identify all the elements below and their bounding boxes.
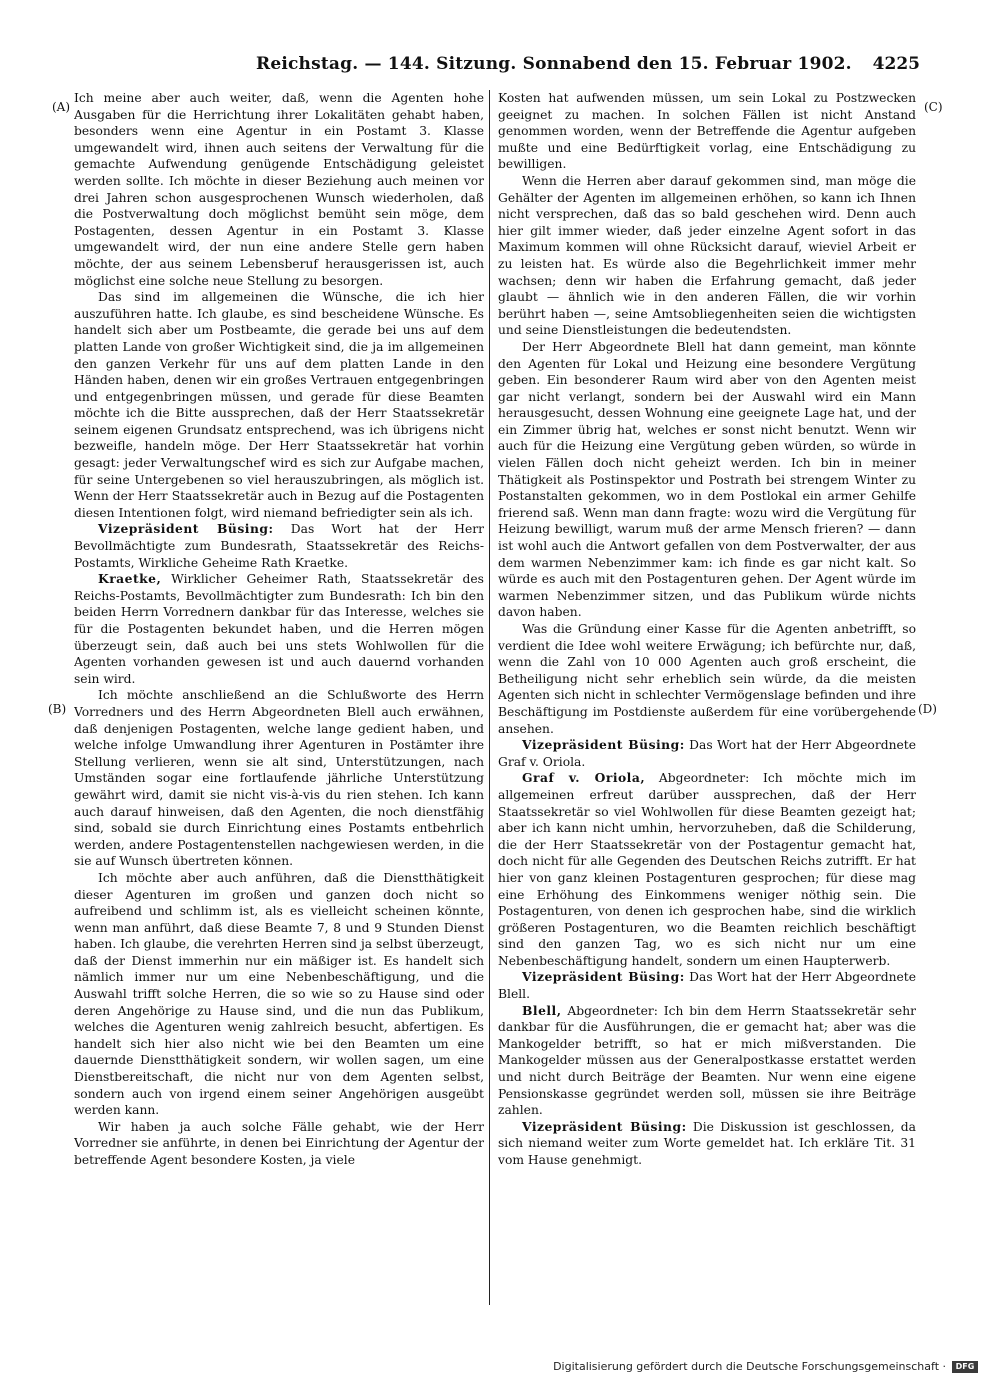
paragraph: Was die Gründung einer Kasse für die Agenten anbetrifft, so verdient die Idee wohl weitere Erwägung; ich befürchte nur, daß, wenn die Zahl von 10 000 Agenten auch groß erscheint, die Betheiligung nicht sehr erheblich sein würde, da die meisten Agenten sich nicht in schlechter Vermögenslage befinden und ihre Beschäftigung im Postdienste außerdem für eine vorübergehende ansehen. (498, 622, 916, 736)
dfg-logo-icon: DFG (952, 1361, 978, 1373)
page-footer (553, 1360, 978, 1373)
margin-marker-b: (B) (48, 702, 67, 716)
speaker-paragraph (74, 571, 484, 687)
speaker-name: Vizepräsident Büsing: (522, 969, 685, 985)
speech-text: Die Diskussion ist geschlossen, da sich niemand weiter zum Worte gemeldet hat. Ich erkläre Tit. 31 vom Hause genehmigt. (498, 1119, 916, 1167)
speaker-name: Graf v. Oriola, (522, 770, 646, 786)
page-number: 4225 (872, 54, 920, 74)
paragraph: Ich meine aber auch weiter, daß, wenn die Agenten hohe Ausgaben für die Herrichtung ihrer Lokalitäten gehabt haben, besonders wenn eine Agentur in ein Postamt 3. Klasse umgewandelt wird, ihnen auch seitens der Verwaltung für die gemachte Aufwendung genügende Entschädigung geleistet werden sollte. Ich möchte in dieser Beziehung auch meinen vor drei Jahren schon ausgesprochenen Wunsch wiederholen, daß die Postverwaltung doch möglichst bemüht sein möge, dem Postagenten, dessen Agentur in ein Postamt 3. Klasse umgewandelt wird, der nun eine andere Stelle gern haben möchte, der aus seinem Lebensberuf herausgerissen ist, auch möglichst eine solche neue Stellung zu besorgen. (74, 91, 484, 288)
speech-text: Abgeordneter: Ich möchte mich im allgemeinen erfreut darüber aussprechen, daß der Herr Staatssekretär so viel Wohlwollen für diese Beamten gezeigt hat; aber ich kann nicht umhin, hervorzuheben, daß die Schilderung, die der Herr Staatssekretär von der Postagentur gemacht hat, doch nicht für alle Gegenden des Deutschen Reichs zutrifft. Er hat hier von ganz kleinen Postagenturen gesprochen; für diese mag eine Erhöhung des Einkommens weniger nöthig sein. Die Postagenturen, von denen ich gesprochen habe, sind die wirklich größeren Postagenturen, wo die Beamten reichlich beschäftigt sind den ganzen Tag, wo es sich nicht nur um eine Nebenbeschäftigung handelt, sondern um einen Haupterwerb. (498, 771, 916, 968)
speaker-name: Vizepräsident Büsing: (522, 737, 685, 753)
paragraph: Ich möchte aber auch anführen, daß die Dienstthätigkeit dieser Agenturen im großen und ganzen doch nicht so aufreibend und schlimm ist, als es vielleicht scheinen könnte, wenn man anführt, daß diese Beamte 7, 8 und 9 Stunden Dienst haben. Ich glaube, die verehrten Herren sind ja selbst überzeugt, daß der Dienst immerhin nur ein mäßiger ist. Es handelt sich nämlich immer nur um eine Nebenbeschäftigung, und die Auswahl trifft solche Herren, die so wie so zu Hause sind oder deren Angehörige zu Hause sind, und die nun das Publikum, welches die Agenturen wenig zahlreich besucht, abfertigen. Es handelt sich hier also nicht wie bei den Beamten um eine dauernde Dienstthätigkeit sondern, wir wollen sagen, um eine Dienstbereitschaft, die nicht nur von dem Agenten selbst, sondern auch von irgend einem seiner Angehörigen ausgeübt werden kann. (74, 870, 484, 1118)
speech-text: Das Wort hat der Herr Bevollmächtigte zum Bundesrath, Staatssekretär des Reichs-Postamts, Wirkliche Geheime Rath Kraetke. (74, 522, 484, 570)
speaker-paragraph (498, 770, 916, 969)
speaker-paragraph (498, 969, 916, 1002)
paragraph: Das sind im allgemeinen die Wünsche, die ich hier auszuführen hatte. Ich glaube, es sind bescheidene Wünsche. Es handelt sich aber um Postbeamte, die gerade bei uns auf dem platten Lande von großer Wichtigkeit sind, die ja im allgemeinen den ganzen Verkehr für uns auf dem platten Lande in den Händen haben, denen wir ein großes Vertrauen entgegenbringen und entgegenbringen müssen, und gerade für diese Beamten möchte ich die Bitte aussprechen, daß der Herr Staatssekretär seinem eigenen Grundsatz entsprechend, was ich übrigens nicht bezweifle, handeln möge. Der Herr Staatssekretär hat vorhin gesagt: jeder Verwaltungschef wird es sich zur Aufgabe machen, für seine Untergebenen so viel herauszubringen, als möglich ist. Wenn der Herr Staatssekretär auch in Bezug auf die Postagenten diesen Intentionen folgt, wird niemand befriedigter sein als ich. (74, 290, 484, 520)
speaker-paragraph (74, 521, 484, 571)
speech-text: Das Wort hat der Herr Abgeordnete Blell. (498, 970, 916, 1002)
margin-marker-c: (C) (924, 100, 943, 114)
left-column (74, 90, 484, 1305)
column-divider (489, 90, 490, 1305)
paragraph: Wir haben ja auch solche Fälle gehabt, wie der Herr Vorredner sie anführte, in denen bei Einrichtung der Agentur der betreffende Agent besondere Kosten, ja viele (74, 1119, 484, 1167)
funding-note: Digitalisierung gefördert durch die Deutsche Forschungsgemeinschaft · (553, 1360, 946, 1373)
margin-marker-a: (A) (52, 100, 71, 114)
paragraph: Wenn die Herren aber darauf gekommen sind, man möge die Gehälter der Agenten im allgemeinen erhöhen, so kann ich Ihnen nicht versprechen, daß das so bald geschehen wird. Denn auch hier gilt immer wieder, daß jeder einzelne Agent sofort in das Maximum kommen will ohne Rücksicht darauf, wieviel Arbeit er zu leisten hat. Es würde also die Begehrlichkeit immer mehr wachsen; denn wir haben die Erfahrung gemacht, daß jeder glaubt — ähnlich wie in den anderen Fällen, die wir vorhin berührt haben —, seine Amtsobliegenheiten seien die wichtigsten und seine Dienstleistungen die bedeutendsten. (498, 173, 916, 338)
speech-text: Abgeordneter: Ich bin dem Herrn Staatssekretär sehr dankbar für die Ausführungen, die er gemacht hat; aber was die Mankogelder betrifft, so hat er mich mißverstanden. Die Mankogelder müssen aus der Generalpostkasse erstattet werden und nicht durch Beiträge der Beamten. Nur wenn eine eigene Pensionskasse gegründet werden soll, müssen sie ihre Beiträge zahlen. (498, 1003, 916, 1118)
speech-text: Wirklicher Geheimer Rath, Staatssekretär des Reichs-Postamts, Bevollmächtigter zum Bundesrath: Ich bin den beiden Herrn Vorrednern dankbar für das Interesse, welches sie für die Postagenten bekundet haben, und die Herren mögen überzeugt sein, daß auch bei uns stets Wohlwollen für die Agenten vorhanden gewesen ist und auch dauernd vorhanden sein wird. (74, 572, 484, 686)
speaker-paragraph (498, 1119, 916, 1169)
speaker-paragraph (498, 737, 916, 770)
speaker-name: Kraetke, (98, 571, 162, 587)
speech-text: Das Wort hat der Herr Abgeordnete Graf v. Oriola. (498, 738, 916, 769)
margin-marker-d: (D) (918, 702, 937, 716)
paragraph: Der Herr Abgeordnete Blell hat dann gemeint, man könnte den Agenten für Lokal und Heizung eine besondere Vergütung geben. Ein besonderer Raum wird aber von den Agenten meist gar nicht verlangt, sondern bei der Auswahl wird ein Mann herausgesucht, dessen Wohnung eine geeignete Lage hat, und der ein Zimmer übrig hat, welches er sonst nicht benutzt. Wenn wir auch für die Heizung eine Vergütung geben würden, so würde in vielen Fällen doch nicht geheizt werden. Ich bin in meiner Thätigkeit als Postinspektor und Postrath bei strengem Winter zu Postanstalten gekommen, wo in dem Postlokal ein armer Gehilfe frierend saß. Wenn man dann fragte: wozu wird die Vergütung für Heizung bewilligt, warum muß der arme Mensch frieren? — dann ist wohl auch die Antwort gefallen von dem Postverwalter, der aus dem warmen Nebenzimmer kam: ich finde es gar nicht kalt. So würde es auch mit den Postagenturen gehen. Der Agent würde im warmen Nebenzimmer sitzen, und das Publikum würde nichts davon haben. (498, 339, 916, 620)
speaker-name: Blell, (522, 1002, 562, 1018)
paragraph: Kosten hat aufwenden müssen, um sein Lokal zu Postzwecken geeignet zu machen. In solchen Fällen ist nicht Anstand genommen worden, wenn der Betreffende die Agentur aufgeben mußte und eine Bedürftigkeit vorlag, eine Entschädigung zu bewilligen. (498, 91, 916, 172)
page-header (240, 52, 920, 78)
right-column (498, 90, 916, 1305)
header-title: Reichstag. — 144. Sitzung. Sonnabend den 15. Februar 1902. (256, 54, 852, 74)
speaker-name: Vizepräsident Büsing: (98, 521, 274, 537)
paragraph: Ich möchte anschließend an die Schlußworte des Herrn Vorredners und des Herrn Abgeordneten Blell auch erwähnen, daß denjenigen Postagenten, welche lange gedient haben, und welche infolge Umwandlung ihrer Agenturen in Postämter ihre Stellung verlieren, wenn sie alt sind, Unterstützungen, nach Umständen sogar eine fortlaufende jährliche Unterstützung gewährt wird, damit sie nicht vis-à-vis du rien stehen. Ich kann auch darauf hinweisen, daß den Agenten, die noch dienstfähig sind, sobald sie durch Einrichtung eines Postamts entbehrlich werden, andere Postagentenstellen nachgewiesen werden, in die sie auf Wunsch übertreten können. (74, 688, 484, 869)
speaker-name: Vizepräsident Büsing: (522, 1118, 687, 1134)
speaker-paragraph (498, 1003, 916, 1119)
